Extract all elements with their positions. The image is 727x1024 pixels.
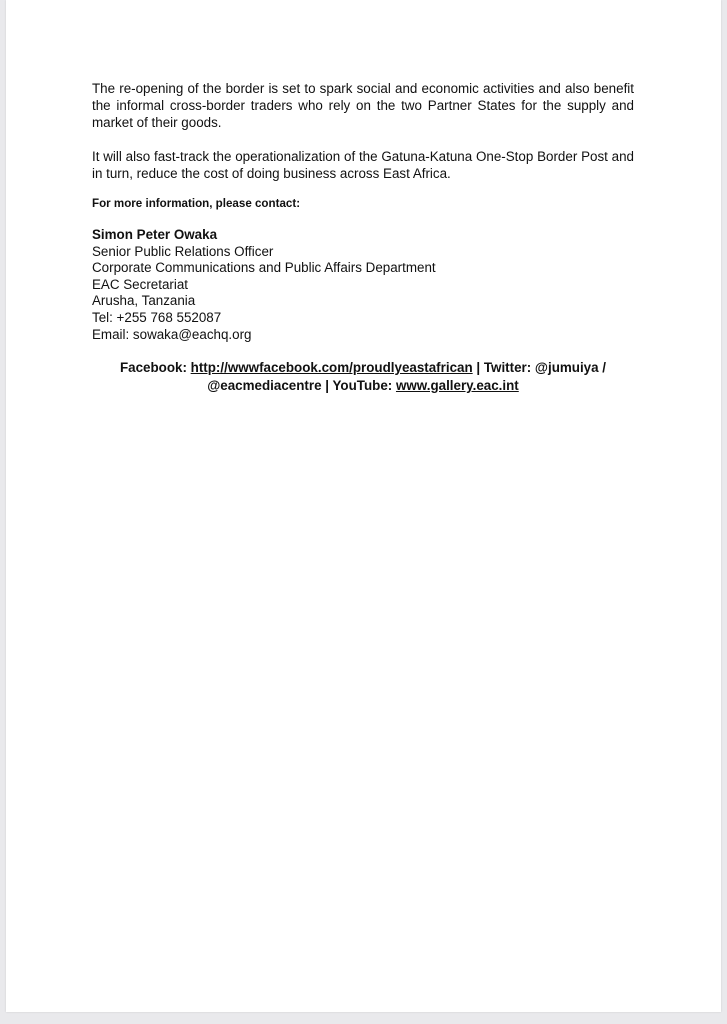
document-page <box>6 0 721 1012</box>
contact-block <box>92 227 634 343</box>
twitter-label: Twitter: @jumuiya / <box>483 360 607 376</box>
contact-name: Simon Peter Owaka <box>92 227 218 242</box>
facebook-link[interactable]: http://wwwfacebook.com/proudlyeastafrican <box>190 360 473 376</box>
social-links <box>78 359 648 394</box>
separator: | <box>472 360 484 376</box>
contact-tel: Tel: +255 768 552087 <box>92 309 222 325</box>
contact-heading: For more information, please contact: <box>92 197 301 210</box>
youtube-link[interactable]: www.gallery.eac.int <box>395 377 519 393</box>
separator: | <box>321 377 333 393</box>
twitter-handle-eacmediacentre: @eacmediacentre <box>207 377 322 393</box>
youtube-label: YouTube: <box>332 377 393 393</box>
facebook-label: Facebook: <box>119 360 187 376</box>
document-content <box>92 80 634 394</box>
contact-email: Email: sowaka@eachq.org <box>92 326 252 342</box>
contact-title: Senior Public Relations Officer <box>92 243 274 259</box>
contact-department: Corporate Communications and Public Affairs Department <box>92 260 436 276</box>
paragraph-border-reopening: The re-opening of the border is set to spark social and economic activities and also benefit the informal cross-border traders who rely on the two Partner States for the supply and market of their goods. <box>92 81 634 130</box>
contact-location: Arusha, Tanzania <box>92 293 196 309</box>
paragraph-one-stop-border-post: It will also fast-track the operationalization of the Gatuna-Katuna One-Stop Border Post and in turn, reduce the cost of doing business across East Africa. <box>92 149 634 181</box>
contact-organization: EAC Secretariat <box>92 276 189 292</box>
